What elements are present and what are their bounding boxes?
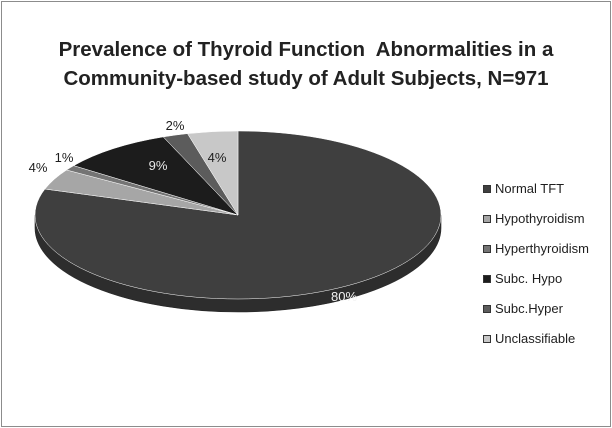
- legend-label: Hypothyroidism: [495, 211, 585, 226]
- legend-swatch: [483, 305, 491, 313]
- legend-swatch: [483, 215, 491, 223]
- data-label-subc-hyper: 2%: [165, 118, 185, 133]
- data-label-hypothyroidism: 4%: [28, 160, 48, 175]
- legend-swatch: [483, 185, 491, 193]
- legend-label: Normal TFT: [495, 181, 565, 196]
- data-label-subc-hypo: 9%: [148, 158, 168, 173]
- data-label-unclassifiable: 4%: [207, 150, 227, 165]
- legend-label: Subc.Hyper: [495, 301, 563, 316]
- chart-title-line-1: Prevalence of Thyroid Function Abnormalities in a: [58, 38, 554, 61]
- pie-slices: [35, 131, 441, 299]
- legend-swatch: [483, 275, 491, 283]
- data-label-hyperthyroidism: 1%: [54, 150, 74, 165]
- legend-swatch: [483, 245, 491, 253]
- legend-label: Hyperthyroidism: [495, 241, 589, 256]
- legend-swatch: [483, 335, 491, 343]
- legend-label: Subc. Hypo: [495, 271, 563, 286]
- chart-title-line-2: Community-based study of Adult Subjects, N=971: [63, 67, 549, 90]
- legend-label: Unclassifiable: [495, 331, 576, 346]
- data-label-normal-tft: 80%: [330, 289, 358, 304]
